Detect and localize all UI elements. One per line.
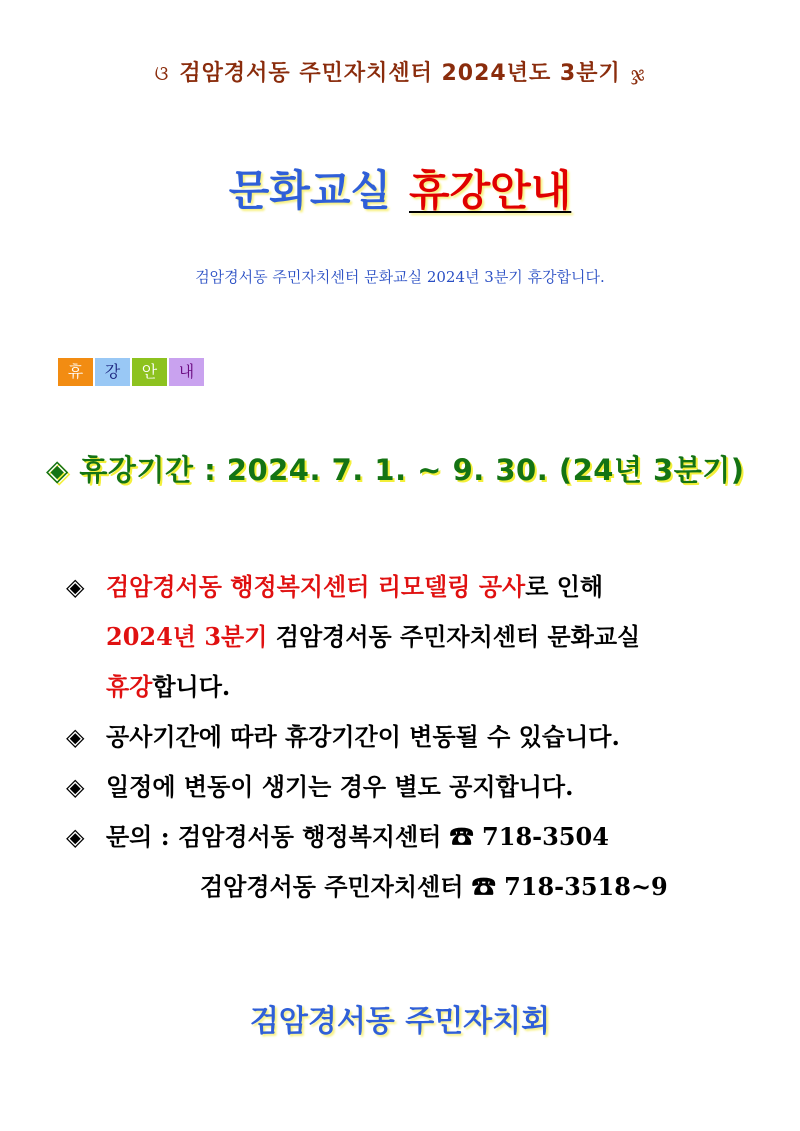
page-title <box>0 158 800 218</box>
diamond-bullet-icon: ◈ <box>66 722 85 751</box>
diamond-bullet-icon: ◈ <box>66 572 85 601</box>
ornament-right-icon: ჯ <box>630 61 646 85</box>
notice-2-text: 공사기간에 따라 휴강기간이 변동될 수 있습니다. <box>106 722 620 751</box>
notice-3-text: 일정에 변동이 생기는 경우 별도 공지합니다. <box>106 772 574 801</box>
notice-1 <box>66 562 668 612</box>
contact-2-text: 검암경서동 주민자치센터 ☎ 718-3518~9 <box>200 872 668 901</box>
title-part2: 휴강안내 <box>409 166 572 215</box>
closure-period <box>46 448 745 489</box>
diamond-bullet-icon: ◈ <box>66 822 85 851</box>
diamond-bullet-icon: ◈ <box>66 772 85 801</box>
badge-4: 내 <box>169 358 204 386</box>
notice-1-text: 로 인해 <box>525 572 604 601</box>
subtitle: 검암경서동 주민자치센터 문화교실 2024년 3분기 휴강합니다. <box>195 268 605 286</box>
contact-label: 문의 : <box>106 822 178 851</box>
notice-1-text-2: 검암경서동 주민자치센터 문화교실 <box>267 622 641 651</box>
badge-2: 강 <box>95 358 130 386</box>
notice-1-cont <box>66 612 668 662</box>
notice-1-highlight-2: 2024년 3분기 <box>106 622 268 651</box>
period-text: 휴강기간 : 2024. 7. 1. ~ 9. 30. (24년 3분기) <box>79 453 745 487</box>
contact-1 <box>66 812 668 862</box>
notice-1-cont2 <box>66 662 668 712</box>
notice-1-highlight-3: 휴강 <box>106 672 153 701</box>
notice-3 <box>66 762 668 812</box>
notice-badges <box>58 358 206 386</box>
badge-1: 휴 <box>58 358 93 386</box>
notice-2 <box>66 712 668 762</box>
header-text: 검암경서동 주민자치센터 2024년도 3분기 <box>179 61 621 86</box>
ornament-left-icon: ଓ <box>154 61 170 85</box>
notice-1-text-3: 합니다. <box>152 672 231 701</box>
title-part1: 문화교실 <box>228 166 391 215</box>
footer-signature: 검암경서동 주민자치회 <box>249 1004 551 1039</box>
diamond-bullet-icon: ◈ <box>46 453 69 487</box>
notice-1-highlight: 검암경서동 행정복지센터 리모델링 공사 <box>106 572 526 601</box>
contact-2 <box>66 862 668 912</box>
contact-1-text: 검암경서동 행정복지센터 ☎ 718-3504 <box>177 822 609 851</box>
badge-3: 안 <box>132 358 167 386</box>
header-line <box>0 56 800 87</box>
notice-list <box>66 562 668 912</box>
